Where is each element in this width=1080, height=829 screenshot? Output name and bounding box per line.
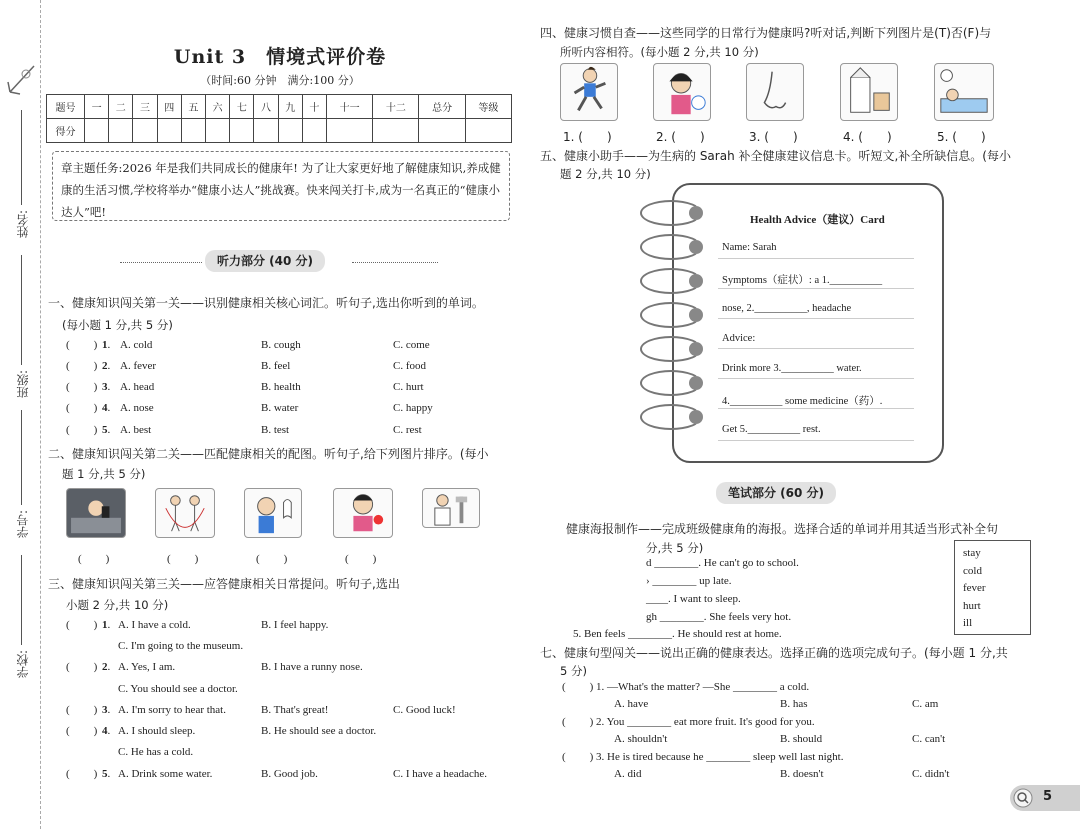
girl-eating-picture <box>333 488 393 538</box>
section1-title: 一、健康知识闯关第一关——识别健康相关核心词汇。听句子,选出你听到的单词。 <box>48 296 484 310</box>
section6-line[interactable]: 5. Ben feels ________. He should rest at home. <box>573 628 782 640</box>
binding-arrow-icon <box>4 62 38 102</box>
card-rule <box>718 440 914 441</box>
writing-section-header: 笔试部分 (60 分) <box>716 482 836 504</box>
question-number: 3. <box>102 381 111 393</box>
card-blank-4-line[interactable]: 4.__________ some medicine（药）. <box>722 396 883 407</box>
section4-answer-4[interactable]: 4. ( ) <box>843 130 892 144</box>
section5-title: 五、健康小助手——为生病的 Sarah 补全健康建议信息卡。听短文,补全所缺信息。(每小 <box>540 149 1011 163</box>
option-b: B. He should see a doctor. <box>261 725 377 737</box>
answer-blank[interactable]: ( ) <box>66 424 98 436</box>
word-bank-item: hurt <box>963 599 981 612</box>
spiral-ring-dot <box>689 308 703 322</box>
option-a: A. have <box>614 698 649 710</box>
option-a: A. nose <box>120 402 154 414</box>
option-b: B. That's great! <box>261 704 329 716</box>
card-rule <box>718 378 914 379</box>
card-rule <box>718 408 914 409</box>
listening-dotted-rule-right <box>352 262 438 263</box>
doctor-picture <box>422 488 480 528</box>
option-a: A. Yes, I am. <box>118 661 176 673</box>
answer-blank[interactable]: ( ) <box>562 716 594 728</box>
option-b: B. should <box>780 733 823 745</box>
score-input-cell[interactable] <box>302 119 326 143</box>
page-title: Unit 3 情境式评价卷 <box>173 46 387 68</box>
option-c: C. You should see a doctor. <box>118 683 238 695</box>
option-b: B. has <box>780 698 808 710</box>
option-b: B. health <box>261 381 301 393</box>
question-number: 1. <box>102 339 111 351</box>
section3-title: 三、健康知识闯关第三关——应答健康相关日常提问。听句子,选出 <box>48 577 400 591</box>
score-table-header-row <box>47 95 512 119</box>
option-a: A. head <box>120 381 155 393</box>
brushing-teeth-picture <box>244 488 302 538</box>
option-a: A. best <box>120 424 152 436</box>
answer-blank[interactable]: ( ) <box>66 704 98 716</box>
card-rule <box>718 288 914 289</box>
score-input-cell[interactable] <box>206 119 230 143</box>
card-rule <box>718 348 914 349</box>
option-c: C. I have a headache. <box>393 768 488 780</box>
answer-blank[interactable]: ( ) <box>562 751 594 763</box>
phone-in-bed-picture <box>66 488 126 538</box>
question-number: 1. <box>102 619 111 631</box>
question-number: 4. <box>102 725 111 737</box>
question-number: 2. <box>102 360 111 372</box>
option-a: A. fever <box>120 360 157 372</box>
score-table-cell: 七 <box>230 95 254 119</box>
section7-title: 七、健康句型闯关——说出正确的健康表达。选择正确的选项完成句子。(每小题 1 分,共 <box>540 646 1008 660</box>
card-name-line: Name: Sarah <box>722 242 777 253</box>
score-table-cell: 得分 <box>47 119 85 143</box>
question-number: 5. <box>102 424 111 436</box>
question-stem: 1. —What's the matter? —She ________ a cold. <box>596 681 810 693</box>
section2-points: 题 1 分,共 5 分) <box>62 467 146 481</box>
section6-points: 分,共 5 分) <box>646 541 704 555</box>
picture-answer-blank[interactable]: ( ) <box>167 553 199 565</box>
milk-and-bread-picture <box>840 63 898 121</box>
option-b: B. test <box>261 424 290 436</box>
word-bank-item: fever <box>963 582 986 594</box>
section4-answer-5[interactable]: 5. ( ) <box>937 130 986 144</box>
question-number: 2. <box>102 661 111 673</box>
nose-picture <box>746 63 804 121</box>
running-boy-picture <box>560 63 618 121</box>
section4-answer-3[interactable]: 3. ( ) <box>749 130 798 144</box>
question-number: 5. <box>102 768 111 780</box>
score-input-cell[interactable] <box>230 119 254 143</box>
answer-blank[interactable]: ( ) <box>66 619 98 631</box>
score-table-cell: 六 <box>206 95 230 119</box>
binding-name-label: 姓名: <box>16 210 30 239</box>
score-input-cell[interactable] <box>109 119 133 143</box>
section2-title: 二、健康知识闯关第二关——匹配健康相关的配图。听句子,给下列图片排序。(每小 <box>48 447 489 461</box>
score-table-cell: 题号 <box>47 95 85 119</box>
score-table-cell: 九 <box>278 95 302 119</box>
card-blank-5-line[interactable]: Get 5.__________ rest. <box>722 424 821 435</box>
card-blank-2-line[interactable]: nose, 2.__________, headache <box>722 303 852 314</box>
exam-subtitle: （时间:60 分钟 满分:100 分） <box>200 74 360 87</box>
card-rule <box>718 318 914 319</box>
score-input-cell[interactable] <box>181 119 205 143</box>
answer-blank[interactable]: ( ) <box>66 381 98 393</box>
answer-blank[interactable]: ( ) <box>66 339 98 351</box>
word-bank-item: cold <box>963 564 982 577</box>
option-c: C. Good luck! <box>393 704 456 716</box>
picture-answer-blank[interactable]: ( ) <box>345 553 377 565</box>
option-c: C. hurt <box>393 381 424 393</box>
option-a: A. shouldn't <box>614 733 668 745</box>
option-b: B. cough <box>261 339 301 351</box>
spiral-ring-dot <box>689 342 703 356</box>
score-table-cell: 八 <box>254 95 278 119</box>
answer-blank[interactable]: ( ) <box>562 681 594 693</box>
question-stem: 3. He is tired because he ________ sleep well last night. <box>596 751 844 763</box>
section7-points: 5 分) <box>560 664 587 678</box>
score-table-cell: 十二 <box>373 95 419 119</box>
option-a: A. I'm sorry to hear that. <box>118 704 226 716</box>
word-bank-box <box>954 540 1031 635</box>
word-bank-item: stay <box>963 547 981 559</box>
section6-title: 健康海报制作——完成班级健康角的海报。选择合适的单词并用其适当形式补全句 <box>566 522 999 536</box>
section3-points: 小题 2 分,共 10 分) <box>66 598 169 612</box>
option-a: A. I have a cold. <box>118 619 191 631</box>
picture-answer-blank[interactable]: ( ) <box>78 553 110 565</box>
score-input-cell[interactable] <box>327 119 373 143</box>
score-table-cell: 等级 <box>465 95 511 119</box>
score-input-cell[interactable] <box>373 119 419 143</box>
score-table-score-row <box>47 119 512 143</box>
task-text: 章主题任务:2026 年是我们共同成长的健康年! 为了让大家更好地了解健康知识,养成健康的生活习惯,学校将举办“健康小达人”挑战赛。快来闯关打卡,成为一名真正的“健康小达人”吧! <box>61 161 501 219</box>
section4-title-line2: 所听内容相符。(每小题 2 分,共 10 分) <box>560 45 759 59</box>
binding-id-label: 学号: <box>16 510 30 539</box>
score-input-cell[interactable] <box>419 119 465 143</box>
option-a: A. did <box>614 768 642 780</box>
score-input-cell[interactable] <box>254 119 278 143</box>
question-number: 3. <box>102 704 111 716</box>
girl-with-candy-picture <box>653 63 711 121</box>
card-advice-line: Advice: <box>722 333 756 344</box>
score-table-cell: 十 <box>302 95 326 119</box>
spiral-ring-dot <box>689 376 703 390</box>
section4-answer-2[interactable]: 2. ( ) <box>656 130 705 144</box>
score-table-cell: 总分 <box>419 95 465 119</box>
section5-points: 题 2 分,共 10 分) <box>560 167 651 181</box>
option-b: B. Good job. <box>261 768 318 780</box>
picture-answer-blank[interactable]: ( ) <box>256 553 288 565</box>
score-table-cell: 五 <box>181 95 205 119</box>
question-stem: 2. You ________ eat more fruit. It's good for you. <box>596 716 815 728</box>
score-table-cell: 三 <box>133 95 157 119</box>
page-number: 5 <box>1043 789 1053 804</box>
answer-blank[interactable]: ( ) <box>66 661 98 673</box>
sleeping-boy-picture <box>934 63 994 121</box>
section1-points: (每小题 1 分,共 5 分) <box>62 318 173 332</box>
binding-dashed-line <box>40 0 41 829</box>
section4-title: 四、健康习惯自查——这些同学的日常行为健康吗?听对话,判断下列图片是(T)否(F)与 <box>540 26 992 40</box>
option-c: C. food <box>393 360 426 372</box>
score-table-cell: 二 <box>109 95 133 119</box>
option-a: A. cold <box>120 339 153 351</box>
question-number: 4. <box>102 402 111 414</box>
spiral-ring-dot <box>689 240 703 254</box>
score-table-cell: 十一 <box>327 95 373 119</box>
answer-blank[interactable]: ( ) <box>66 402 98 414</box>
option-b: B. water <box>261 402 299 414</box>
binding-name-rule <box>21 110 22 205</box>
score-input-cell[interactable] <box>157 119 181 143</box>
option-b: B. I have a runny nose. <box>261 661 363 673</box>
card-title: Health Advice（建议）Card <box>750 214 885 226</box>
spiral-ring-dot <box>689 274 703 288</box>
listening-section-header: 听力部分 (40 分) <box>205 250 325 272</box>
binding-school-label: 学校: <box>16 650 30 679</box>
binding-class-label: 班级: <box>16 370 30 399</box>
option-c: C. didn't <box>912 768 950 780</box>
listening-dotted-rule-left <box>120 262 202 263</box>
jump-rope-picture <box>155 488 215 538</box>
spiral-ring-dot <box>689 206 703 220</box>
magnifier-icon <box>1013 788 1033 808</box>
option-c: C. can't <box>912 733 946 745</box>
option-c: C. He has a cold. <box>118 746 194 758</box>
score-input-cell[interactable] <box>465 119 511 143</box>
option-c: C. happy <box>393 402 433 414</box>
answer-blank[interactable]: ( ) <box>66 768 98 780</box>
option-c: C. I'm going to the museum. <box>118 640 244 652</box>
score-table <box>46 94 512 143</box>
task-box <box>52 151 510 221</box>
section6-line[interactable]: gh ________. She feels very hot. <box>646 611 792 623</box>
score-table-cell: 一 <box>85 95 109 119</box>
score-input-cell[interactable] <box>85 119 109 143</box>
option-b: B. feel <box>261 360 291 372</box>
option-c: C. come <box>393 339 430 351</box>
score-input-cell[interactable] <box>133 119 157 143</box>
binding-class-rule <box>21 255 22 365</box>
card-symptoms-line[interactable]: Symptoms（症状）: a 1.__________ <box>722 275 883 286</box>
option-b: B. I feel happy. <box>261 619 329 631</box>
binding-id-rule <box>21 410 22 505</box>
score-table-cell: 四 <box>157 95 181 119</box>
section6-line[interactable]: › ________ up late. <box>646 575 732 587</box>
card-rule <box>718 258 914 259</box>
option-c: C. rest <box>393 424 422 436</box>
option-a: A. I should sleep. <box>118 725 196 737</box>
option-c: C. am <box>912 698 939 710</box>
section6-line[interactable]: ____. I want to sleep. <box>646 593 741 605</box>
section6-line[interactable]: d ________. He can't go to school. <box>646 557 799 569</box>
answer-blank[interactable]: ( ) <box>66 725 98 737</box>
section4-answer-1[interactable]: 1. ( ) <box>563 130 612 144</box>
score-input-cell[interactable] <box>278 119 302 143</box>
spiral-ring-dot <box>689 410 703 424</box>
answer-blank[interactable]: ( ) <box>66 360 98 372</box>
word-bank-item: ill <box>963 617 973 629</box>
option-b: B. doesn't <box>780 768 824 780</box>
binding-school-rule <box>21 555 22 645</box>
card-blank-3-line[interactable]: Drink more 3.__________ water. <box>722 363 862 374</box>
option-a: A. Drink some water. <box>118 768 213 780</box>
